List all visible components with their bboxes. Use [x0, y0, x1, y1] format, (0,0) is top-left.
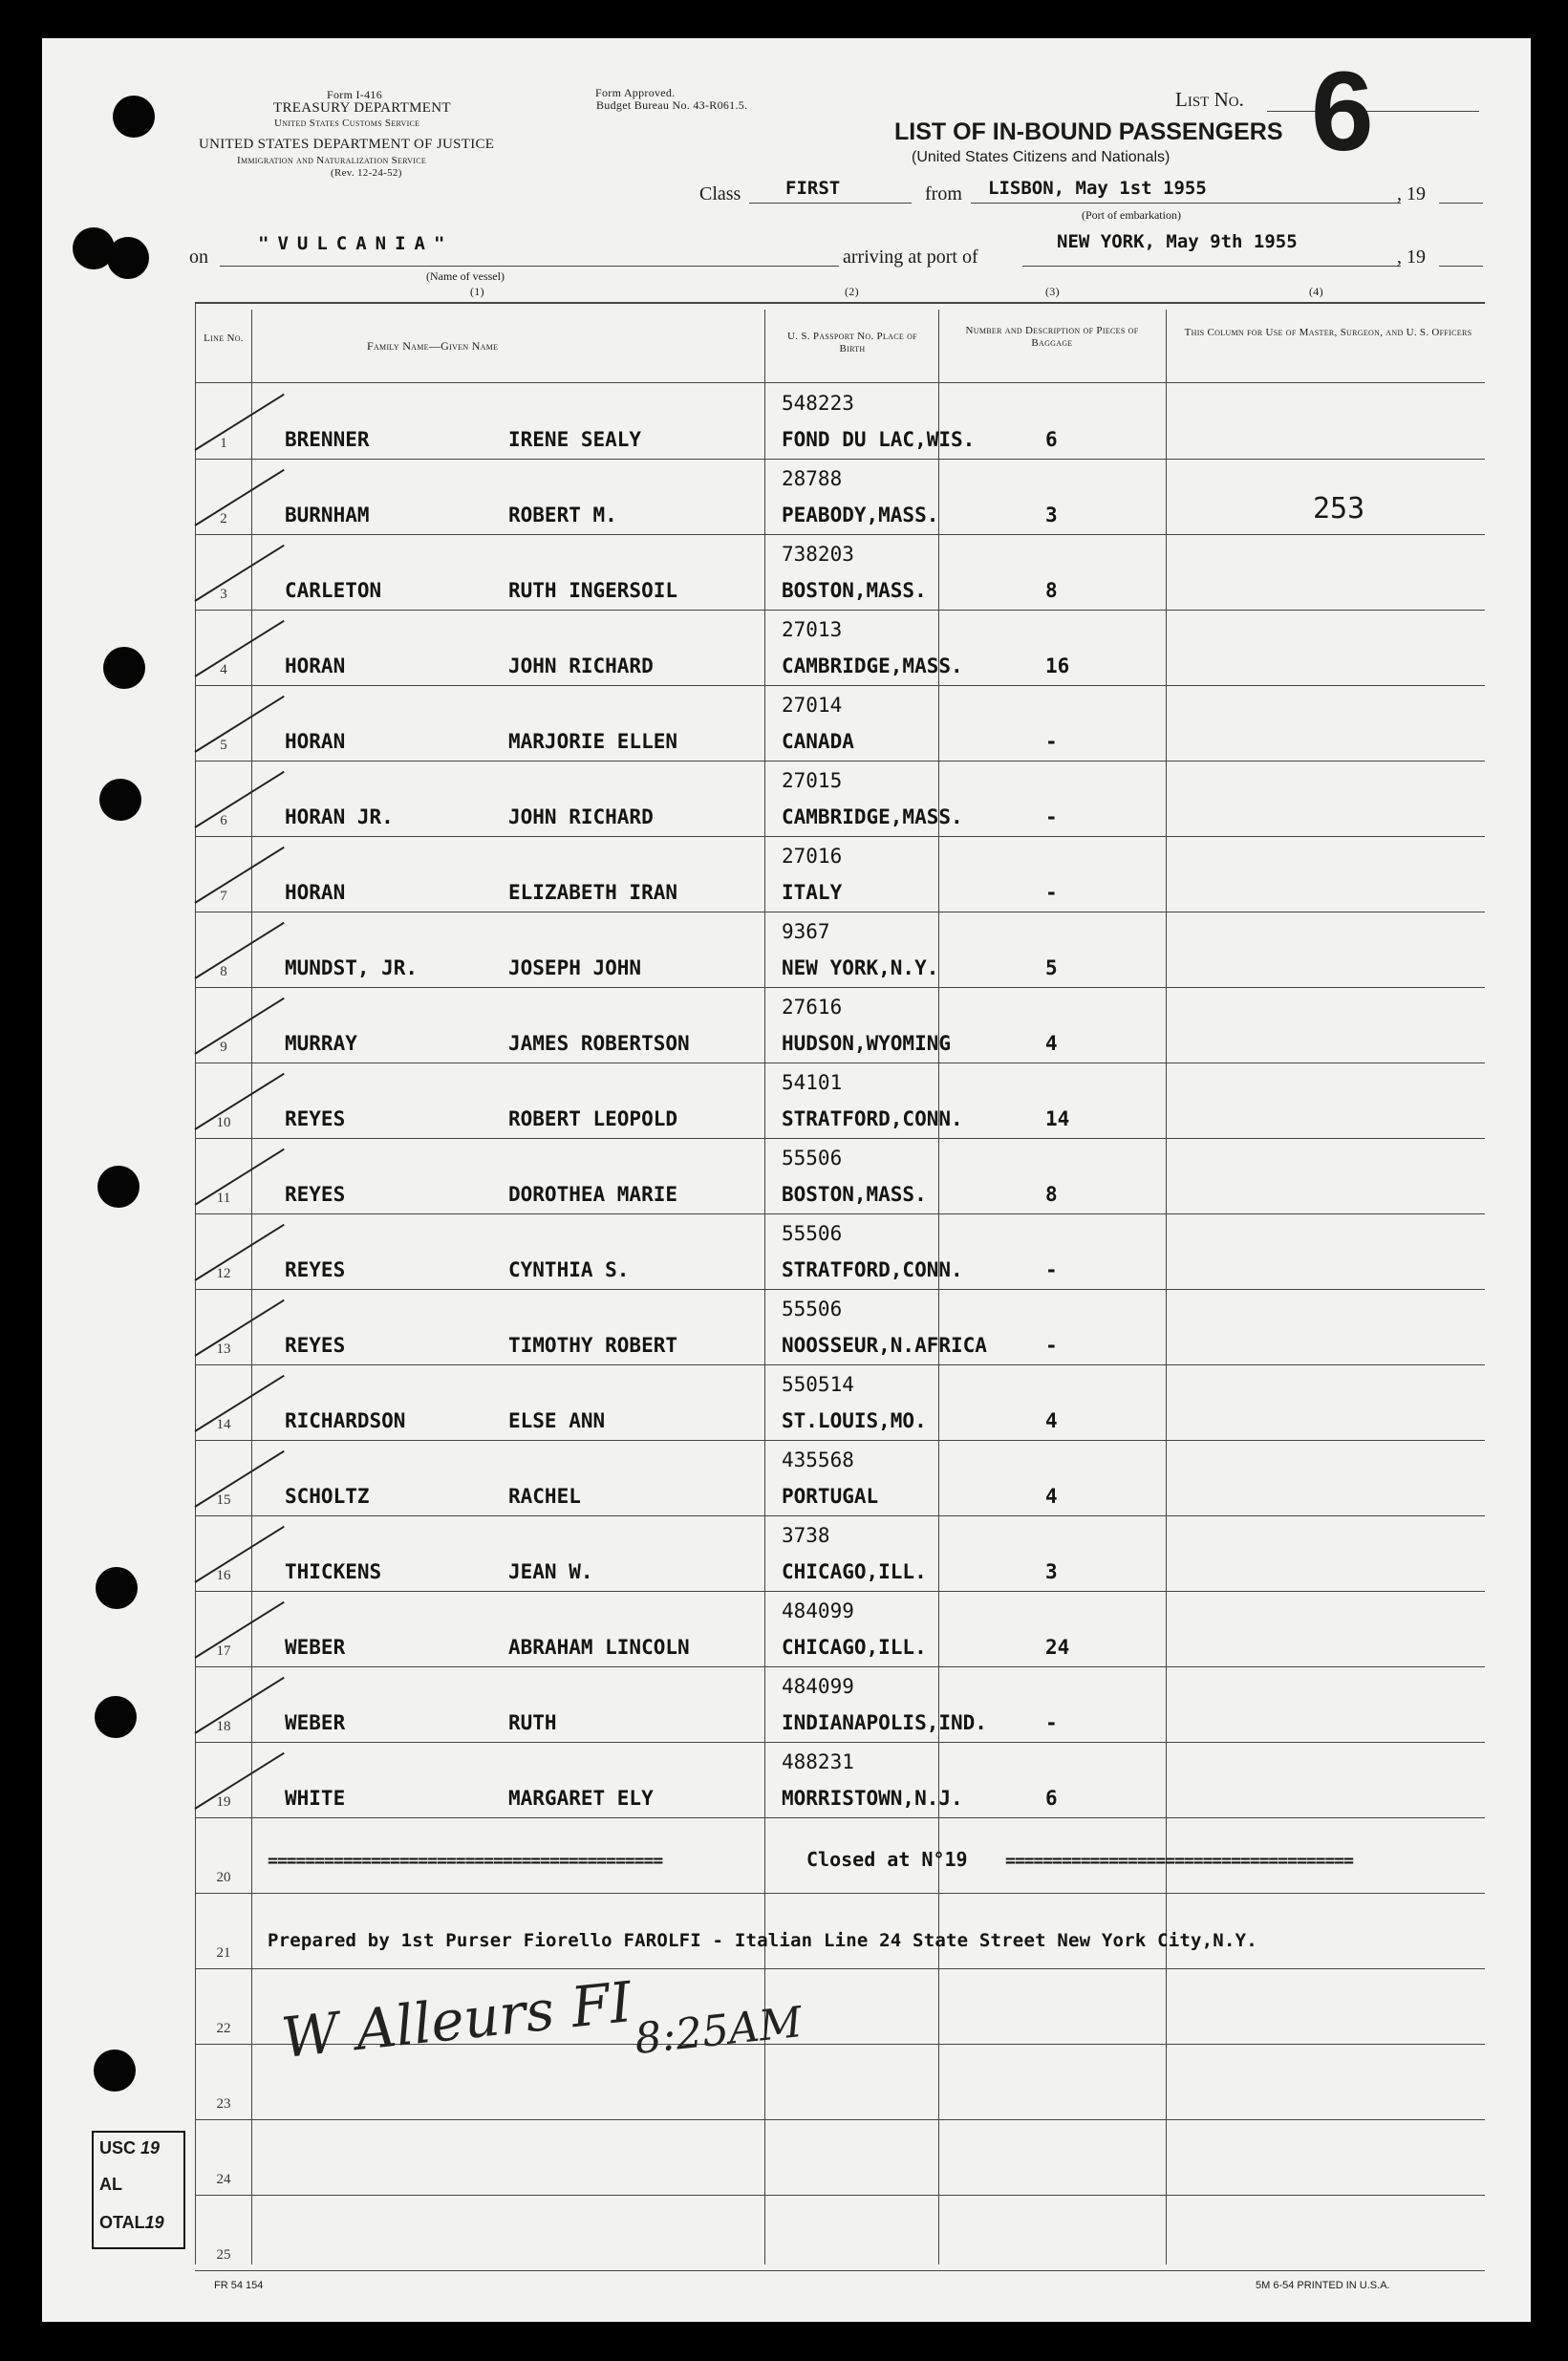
- punch-hole: [107, 237, 149, 279]
- given-name: TIMOTHY ROBERT: [508, 1334, 678, 1357]
- row-rule: [195, 836, 1485, 837]
- page-subtitle: (United States Citizens and Nationals): [912, 149, 1171, 165]
- row-rule: [195, 1968, 1485, 1969]
- manifest-sheet: [42, 38, 1531, 2322]
- line-number: 15: [216, 1492, 231, 1508]
- year-suffix-2: , 19: [1397, 247, 1426, 268]
- stamp-al: AL: [99, 2175, 122, 2194]
- on-label: on: [189, 247, 208, 268]
- baggage-count: 24: [1045, 1636, 1070, 1659]
- given-name: ABRAHAM LINCOLN: [508, 1636, 690, 1659]
- family-name: CARLETON: [285, 579, 382, 602]
- family-name: HORAN: [285, 730, 346, 753]
- passport-number: 27013: [782, 618, 843, 641]
- given-name: DOROTHEA MARIE: [508, 1183, 678, 1206]
- prepared-by: Prepared by 1st Purser Fiorello FAROLFI - Italian Line 24 State Street New York City,N.Y.: [268, 1930, 1257, 1951]
- family-name: HORAN: [285, 881, 346, 904]
- baggage-count: 16: [1045, 655, 1070, 677]
- line-number: 11: [216, 1191, 231, 1206]
- passport-number: 27016: [782, 845, 843, 868]
- given-name: IRENE SEALY: [508, 428, 642, 451]
- place-of-birth: NEW YORK,N.Y.: [782, 956, 939, 979]
- baggage-count: 4: [1045, 1409, 1058, 1432]
- row-rule: [195, 1591, 1485, 1592]
- passport-number: 435568: [782, 1449, 854, 1471]
- line-number: 17: [216, 1643, 231, 1659]
- col-header-line-no: Line No.: [204, 333, 244, 344]
- baggage-count: 5: [1045, 956, 1058, 979]
- given-name: RACHEL: [508, 1485, 581, 1508]
- given-name: ROBERT M.: [508, 504, 617, 526]
- line-number: 4: [220, 662, 227, 677]
- line-number: 20: [216, 1870, 231, 1885]
- given-name: JOHN RICHARD: [508, 655, 654, 677]
- place-of-birth: BOSTON,MASS.: [782, 579, 927, 602]
- treasury-dept: TREASURY DEPARTMENT: [273, 100, 451, 116]
- closed-note: Closed at N°19: [806, 1848, 968, 1871]
- given-name: RUTH: [508, 1711, 557, 1734]
- baggage-count: -: [1045, 881, 1058, 904]
- family-name: THICKENS: [285, 1560, 382, 1583]
- family-name: WHITE: [285, 1787, 346, 1810]
- row-rule: [195, 1817, 1485, 1818]
- place-of-birth: CHICAGO,ILL.: [782, 1560, 927, 1583]
- col-num-3: (3): [1045, 285, 1060, 298]
- form-approved: Form Approved.: [595, 86, 676, 99]
- baggage-count: -: [1045, 1711, 1058, 1734]
- given-name: ELSE ANN: [508, 1409, 606, 1432]
- arriving-label: arriving at port of: [843, 247, 978, 268]
- place-of-birth: NOOSSEUR,N.AFRICA: [782, 1334, 987, 1357]
- line-number: 5: [220, 738, 227, 753]
- line-number: 7: [220, 889, 227, 904]
- arrival-value: NEW YORK, May 9th 1955: [1057, 231, 1298, 252]
- col-header-passport: U. S. Passport No. Place of Birth: [787, 331, 917, 354]
- family-name: WEBER: [285, 1711, 346, 1734]
- given-name: MARJORIE ELLEN: [508, 730, 678, 753]
- place-of-birth: CHICAGO,ILL.: [782, 1636, 927, 1659]
- place-of-birth: ITALY: [782, 881, 843, 904]
- row-rule: [195, 2119, 1485, 2120]
- row-rule: [195, 2195, 1485, 2196]
- line-number: 21: [216, 1945, 231, 1961]
- place-of-birth: STRATFORD,CONN.: [782, 1258, 963, 1281]
- row-rule: [195, 1440, 1485, 1441]
- line-number: 13: [216, 1341, 231, 1357]
- row-rule: [195, 1062, 1485, 1063]
- col-num-2: (2): [845, 285, 859, 298]
- place-of-birth: MORRISTOWN,N.J.: [782, 1787, 963, 1810]
- col-num-1: (1): [470, 285, 484, 298]
- punch-hole: [96, 1567, 138, 1609]
- given-name: JAMES ROBERTSON: [508, 1032, 690, 1055]
- baggage-count: -: [1045, 805, 1058, 828]
- row-rule: [195, 685, 1485, 686]
- row-rule: [195, 987, 1485, 988]
- punch-hole: [97, 1166, 140, 1208]
- place-of-birth: CAMBRIDGE,MASS.: [782, 805, 963, 828]
- family-name: REYES: [285, 1334, 346, 1357]
- family-name: HORAN: [285, 655, 346, 677]
- class-value: FIRST: [785, 178, 841, 199]
- passport-number: 54101: [782, 1071, 843, 1094]
- justice-dept: UNITED STATES DEPARTMENT OF JUSTICE: [199, 137, 495, 152]
- place-of-birth: BOSTON,MASS.: [782, 1183, 927, 1206]
- family-name: RICHARDSON: [285, 1409, 406, 1432]
- footer-left: FR 54 154: [214, 2280, 264, 2291]
- form-number: Form I-416: [327, 88, 382, 101]
- class-label: Class: [699, 183, 741, 204]
- row-rule: [195, 1289, 1485, 1290]
- family-name: BRENNER: [285, 428, 370, 451]
- col-header-baggage: Number and Description of Pieces of Baggage: [965, 325, 1139, 349]
- passport-number: 9367: [782, 920, 830, 943]
- line-number: 10: [216, 1115, 231, 1130]
- baggage-count: 8: [1045, 1183, 1058, 1206]
- place-of-birth: FOND DU LAC,WIS.: [782, 428, 976, 451]
- place-of-birth: PEABODY,MASS.: [782, 504, 939, 526]
- line-number: 14: [216, 1417, 231, 1432]
- row-rule: [195, 1742, 1485, 1743]
- baggage-count: 8: [1045, 579, 1058, 602]
- revision: (Rev. 12-24-52): [331, 167, 402, 179]
- baggage-count: 4: [1045, 1032, 1058, 1055]
- given-name: RUTH INGERSOIL: [508, 579, 678, 602]
- line-number: 3: [220, 587, 227, 602]
- passport-number: 28788: [782, 467, 843, 490]
- place-of-birth: STRATFORD,CONN.: [782, 1107, 963, 1130]
- passport-number: 484099: [782, 1599, 854, 1622]
- place-of-birth: CANADA: [782, 730, 854, 753]
- line-number: 8: [220, 964, 227, 979]
- passport-number: 55506: [782, 1222, 843, 1245]
- vessel-caption: (Name of vessel): [426, 269, 505, 283]
- row-rule: [195, 761, 1485, 762]
- given-name: JEAN W.: [508, 1560, 593, 1583]
- family-name: REYES: [285, 1183, 346, 1206]
- baggage-count: 4: [1045, 1485, 1058, 1508]
- col-num-4: (4): [1309, 285, 1323, 298]
- family-name: SCHOLTZ: [285, 1485, 370, 1508]
- line-number: 6: [220, 813, 227, 828]
- place-of-birth: PORTUGAL: [782, 1485, 879, 1508]
- row-rule: [195, 1364, 1485, 1365]
- family-name: MURRAY: [285, 1032, 357, 1055]
- line-number: 18: [216, 1719, 231, 1734]
- officer-note: 253: [1313, 492, 1365, 526]
- row-rule: [195, 610, 1485, 611]
- row-rule: [195, 1138, 1485, 1139]
- closed-dashes-right: =====================================: [1005, 1851, 1353, 1871]
- col-header-name: Family Name—Given Name: [367, 339, 499, 353]
- baggage-count: 6: [1045, 428, 1058, 451]
- given-name: JOHN RICHARD: [508, 805, 654, 828]
- row-rule: [195, 2270, 1485, 2271]
- given-name: CYNTHIA S.: [508, 1258, 630, 1281]
- passport-number: 55506: [782, 1298, 843, 1320]
- purser-signature: W Alleurs FI: [278, 1968, 635, 2071]
- footer-right: 5M 6-54 PRINTED IN U.S.A.: [1256, 2280, 1390, 2291]
- baggage-count: -: [1045, 1258, 1058, 1281]
- row-rule: [195, 1893, 1485, 1894]
- given-name: ELIZABETH IRAN: [508, 881, 678, 904]
- baggage-count: 6: [1045, 1787, 1058, 1810]
- col-header-officers: This Column for Use of Master, Surgeon, and U. S. Officers: [1184, 327, 1472, 338]
- list-no-label: List No.: [1175, 88, 1244, 111]
- place-of-birth: HUDSON,WYOMING: [782, 1032, 952, 1055]
- family-name: WEBER: [285, 1636, 346, 1659]
- line-number: 25: [216, 2247, 231, 2263]
- baggage-count: 3: [1045, 504, 1058, 526]
- baggage-count: -: [1045, 730, 1058, 753]
- line-number: 1: [220, 436, 227, 451]
- stamp-usc: USC 19: [99, 2138, 161, 2157]
- ins-service: Immigration and Naturalization Service: [237, 155, 427, 166]
- punch-hole: [99, 779, 141, 821]
- baggage-count: 3: [1045, 1560, 1058, 1583]
- line-number: 16: [216, 1568, 231, 1583]
- passport-number: 27014: [782, 694, 843, 717]
- family-name: HORAN JR.: [285, 805, 394, 828]
- stamp-total: OTAL19: [99, 2213, 164, 2232]
- place-of-birth: ST.LOUIS,MO.: [782, 1409, 927, 1432]
- row-rule: [195, 1515, 1485, 1516]
- passport-number: 550514: [782, 1373, 854, 1396]
- line-number: 12: [216, 1266, 231, 1281]
- line-number: 2: [220, 511, 227, 526]
- line-number: 23: [216, 2096, 231, 2112]
- family-name: REYES: [285, 1258, 346, 1281]
- list-number: 6: [1311, 49, 1374, 175]
- page-title: LIST OF IN-BOUND PASSENGERS: [894, 118, 1283, 145]
- year-suffix-1: , 19: [1397, 183, 1426, 204]
- passport-number: 55506: [782, 1147, 843, 1170]
- passport-number: 548223: [782, 392, 854, 415]
- line-number: 9: [220, 1040, 227, 1055]
- baggage-count: -: [1045, 1334, 1058, 1357]
- passport-number: 27015: [782, 769, 843, 792]
- passport-number: 484099: [782, 1675, 854, 1698]
- family-name: BURNHAM: [285, 504, 370, 526]
- place-of-birth: INDIANAPOLIS,IND.: [782, 1711, 987, 1734]
- row-rule: [195, 1666, 1485, 1667]
- family-name: MUNDST, JR.: [285, 956, 419, 979]
- line-number: 22: [216, 2021, 231, 2036]
- punch-hole: [95, 1696, 137, 1738]
- punch-hole: [103, 647, 145, 689]
- customs-service: United States Customs Service: [274, 118, 420, 129]
- from-value: LISBON, May 1st 1955: [988, 178, 1207, 199]
- place-of-birth: CAMBRIDGE,MASS.: [782, 655, 963, 677]
- given-name: ROBERT LEOPOLD: [508, 1107, 678, 1130]
- punch-hole: [113, 96, 155, 138]
- vessel-name: "VULCANIA": [258, 233, 454, 254]
- from-label: from: [925, 183, 962, 204]
- family-name: REYES: [285, 1107, 346, 1130]
- port-embark-caption: (Port of embarkation): [1082, 208, 1181, 222]
- given-name: JOSEPH JOHN: [508, 956, 642, 979]
- signature-time: 8:25AM: [632, 1997, 805, 2065]
- passport-number: 488231: [782, 1750, 854, 1773]
- closed-dashes-left: ==========================================: [268, 1851, 663, 1871]
- row-rule: [195, 459, 1485, 460]
- passport-number: 27616: [782, 996, 843, 1019]
- line-number: 24: [216, 2172, 231, 2187]
- given-name: MARGARET ELY: [508, 1787, 654, 1810]
- budget-bureau: Budget Bureau No. 43-R061.5.: [596, 98, 748, 112]
- passport-number: 3738: [782, 1524, 830, 1547]
- row-rule: [195, 1213, 1485, 1214]
- baggage-count: 14: [1045, 1107, 1070, 1130]
- count-stamp: [92, 2131, 185, 2249]
- punch-hole: [94, 2050, 136, 2092]
- passport-number: 738203: [782, 543, 854, 566]
- line-number: 19: [216, 1794, 231, 1810]
- row-rule: [195, 534, 1485, 535]
